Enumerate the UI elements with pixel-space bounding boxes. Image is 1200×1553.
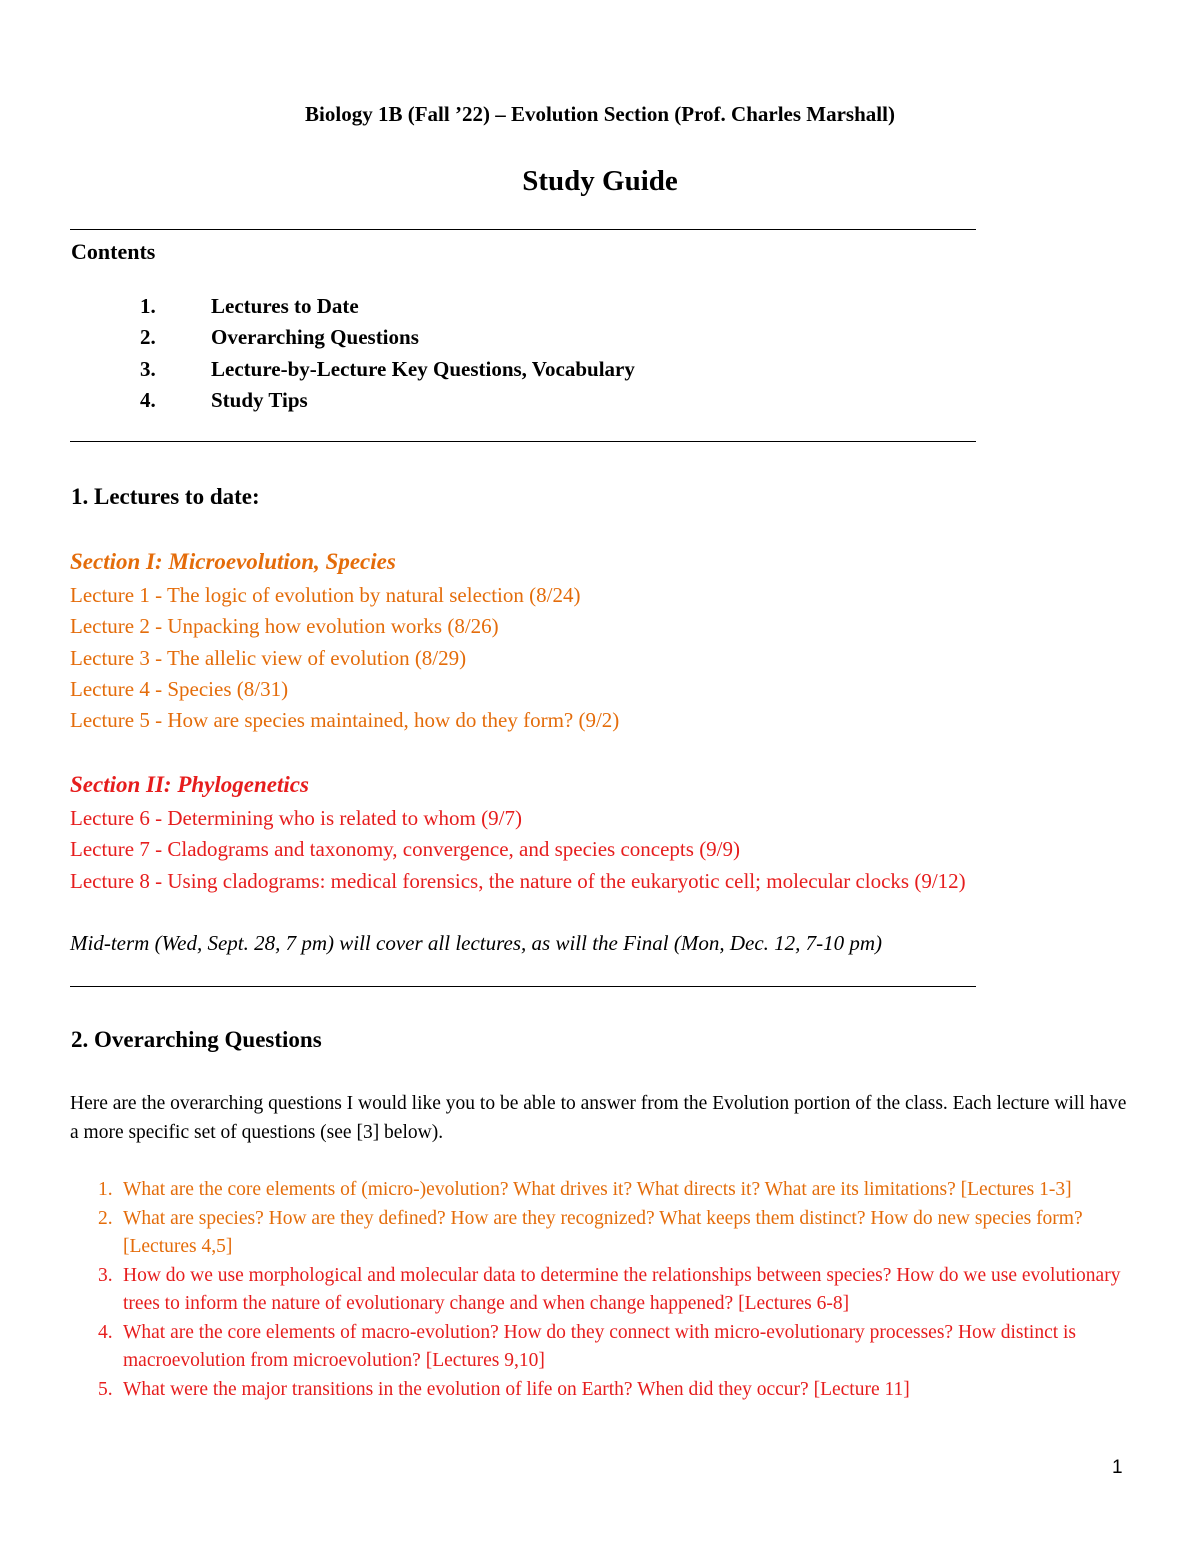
lecture-item: Lecture 2 - Unpacking how evolution works (8/26) — [70, 614, 499, 639]
question-text: What are the core elements of macro-evolution? How do they connect with micro-evolutionary processes? How distinct is macroevolution from microevolution? [Lectures 9,10] — [123, 1321, 1077, 1371]
question-text: What are species? How are they defined? How are they recognized? What keeps them distinct? How do new species form? [Lectures 4,5] — [123, 1207, 1083, 1257]
question-item — [98, 1376, 1138, 1405]
toc-label: Lectures to Date — [211, 294, 359, 318]
toc-item — [140, 323, 840, 354]
question-number: 4. — [98, 1321, 113, 1343]
page-number: 1 — [1112, 1457, 1123, 1478]
question-number: 5. — [98, 1378, 113, 1400]
divider — [70, 986, 976, 987]
toc-item — [140, 386, 840, 417]
overarching-heading: 2. Overarching Questions — [71, 1027, 322, 1052]
question-number: 2. — [98, 1207, 113, 1229]
table-of-contents — [140, 292, 840, 417]
lecture-item: Lecture 8 - Using cladograms: medical forensics, the nature of the eukaryotic cell; molecular clocks (9/12) — [70, 868, 966, 893]
overarching-question-list — [98, 1176, 1138, 1404]
toc-number: 2. — [140, 325, 156, 350]
overarching-intro: Here are the overarching questions I would like you to be able to answer from the Evolution portion of the class. Each lecture will have a more specific set of questions (see [3] below). — [70, 1093, 1127, 1143]
question-text: What are the core elements of (micro-)evolution? What drives it? What directs it? What are its limitations? [Lectures 1-3] — [123, 1179, 1072, 1200]
lecture-item: Lecture 5 - How are species maintained, how do they form? (9/2) — [70, 708, 620, 733]
toc-item — [140, 355, 840, 386]
course-header: Biology 1B (Fall ’22) – Evolution Section (Prof. Charles Marshall) — [305, 102, 895, 126]
toc-item — [140, 292, 840, 323]
question-item — [98, 1205, 1138, 1262]
toc-label: Overarching Questions — [211, 325, 419, 350]
question-number: 3. — [98, 1264, 113, 1286]
toc-number: 4. — [140, 387, 156, 412]
divider — [70, 441, 976, 442]
section-1-lecture-list — [70, 580, 619, 736]
toc-number: 3. — [140, 356, 156, 381]
question-text: What were the major transitions in the evolution of life on Earth? When did they occur? [Lecture 11] — [123, 1378, 910, 1400]
question-item — [98, 1176, 1138, 1205]
toc-number: 1. — [140, 294, 156, 318]
contents-heading: Contents — [71, 239, 156, 264]
lecture-item: Lecture 1 - The logic of evolution by natural selection (8/24) — [70, 583, 581, 607]
page-title: Study Guide — [522, 165, 678, 197]
section-2-lecture-list — [70, 803, 966, 897]
lecture-item: Lecture 4 - Species (8/31) — [70, 676, 289, 701]
exam-schedule-note: Mid-term (Wed, Sept. 28, 7 pm) will cover all lectures, as will the Final (Mon, Dec. 12, 7-10 pm) — [70, 931, 883, 955]
lectures-heading: 1. Lectures to date: — [71, 484, 260, 509]
toc-label: Study Tips — [211, 387, 308, 412]
divider — [70, 229, 976, 230]
lecture-item: Lecture 3 - The allelic view of evolution (8/29) — [70, 645, 467, 670]
question-text: How do we use morphological and molecular data to determine the relationships between species? How do we use evolutionary trees to inform the nature of evolutionary change and when change happened? [Lectures 6-8] — [123, 1264, 1121, 1314]
question-number: 1. — [98, 1179, 113, 1200]
section-1-title: Section I: Microevolution, Species — [70, 549, 396, 574]
section-2-title: Section II: Phylogenetics — [70, 772, 309, 797]
question-item — [98, 1319, 1138, 1376]
lecture-item: Lecture 7 - Cladograms and taxonomy, convergence, and species concepts (9/9) — [70, 837, 741, 862]
toc-label: Lecture-by-Lecture Key Questions, Vocabulary — [211, 356, 635, 381]
question-item — [98, 1262, 1138, 1319]
lecture-item: Lecture 6 - Determining who is related to whom (9/7) — [70, 806, 522, 830]
